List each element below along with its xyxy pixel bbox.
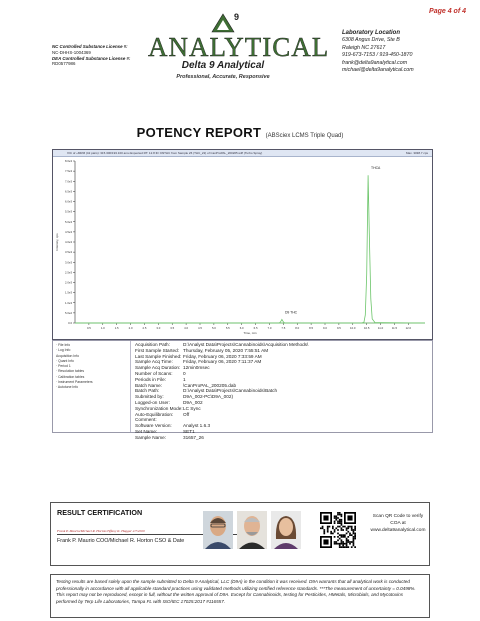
signatory-photo-2 bbox=[237, 511, 267, 549]
peak-label: THCA bbox=[371, 166, 381, 171]
property-value: D9A_002-PC\D9A_002) bbox=[183, 394, 234, 400]
qr-module bbox=[322, 527, 324, 529]
x-axis-label: Time, min bbox=[243, 331, 257, 335]
report-title-sub: (ABSciex LCMS Triple Quad) bbox=[265, 133, 344, 139]
y-tick-label: 4.0e3 bbox=[65, 240, 72, 244]
lab-email-1[interactable]: frank@delta9analytical.com bbox=[342, 59, 408, 66]
acquisition-info-panel bbox=[52, 340, 433, 440]
qr-module bbox=[323, 515, 328, 520]
qr-module bbox=[327, 531, 329, 533]
logo-wordmark: ANALYTICAL bbox=[148, 32, 330, 62]
qr-module bbox=[344, 546, 346, 548]
lab-email-2[interactable]: michael@delta9analytical.com bbox=[342, 67, 414, 74]
chromatogram-trace-1 bbox=[75, 175, 425, 323]
y-tick-label: 5.5e3 bbox=[65, 209, 72, 214]
dea-license-label: DEA Controlled Substance License #: bbox=[52, 55, 131, 61]
qr-code[interactable] bbox=[320, 512, 356, 548]
qr-module bbox=[341, 539, 343, 541]
qr-module bbox=[344, 534, 346, 536]
qr-module bbox=[341, 514, 343, 516]
x-tick-label: 3.5 bbox=[170, 326, 175, 330]
qr-module bbox=[341, 546, 343, 548]
y-tick-label: 5.0e3 bbox=[65, 219, 72, 224]
signature: Frank P. Maurio/Michael R. Horton/Tiffany K. Haggar 2/7/2020 bbox=[57, 529, 145, 533]
lab-heading: Laboratory Location bbox=[342, 30, 401, 36]
property-key: Sample Acq Time: bbox=[135, 359, 173, 365]
qr-module bbox=[341, 521, 343, 523]
qr-module bbox=[334, 522, 336, 524]
qr-module bbox=[341, 534, 343, 536]
x-tick-label: 6.5 bbox=[253, 326, 258, 330]
qr-module bbox=[353, 529, 355, 531]
qr-module bbox=[337, 522, 339, 524]
qr-module bbox=[335, 527, 337, 529]
property-value: 0 bbox=[183, 370, 186, 376]
qr-module bbox=[335, 541, 337, 543]
qr-module bbox=[327, 526, 329, 528]
chromatogram-max: Max. 3038.7 cps bbox=[405, 151, 428, 155]
y-tick-label: 6.5e3 bbox=[65, 189, 72, 194]
qr-module bbox=[351, 526, 353, 528]
x-tick-label: 10.0 bbox=[350, 326, 356, 330]
x-tick-label: 0.5 bbox=[86, 326, 91, 330]
qr-module bbox=[337, 533, 339, 535]
qr-module bbox=[349, 533, 351, 535]
qr-module bbox=[344, 543, 346, 545]
tree-item[interactable]: · Period 1 bbox=[56, 364, 71, 369]
property-value: Friday, February 06, 2020 7:33:59 AM bbox=[183, 353, 262, 359]
qr-module bbox=[320, 527, 322, 529]
x-tick-label: 1.0 bbox=[100, 326, 105, 330]
qr-module bbox=[339, 543, 341, 545]
qr-module bbox=[353, 541, 355, 543]
qr-module bbox=[334, 543, 336, 545]
x-tick-label: 2.0 bbox=[128, 326, 133, 330]
qr-module bbox=[337, 512, 339, 514]
qr-module bbox=[341, 529, 343, 531]
y-tick-label: 0.0 bbox=[68, 321, 72, 325]
property-key: Comment: bbox=[135, 417, 157, 423]
x-tick-label: 12.0 bbox=[405, 326, 412, 330]
qr-module bbox=[341, 515, 343, 517]
x-tick-label: 2.5 bbox=[142, 326, 147, 330]
qr-module bbox=[346, 543, 348, 545]
x-tick-label: 4.5 bbox=[198, 326, 202, 330]
x-tick-label: 5.5 bbox=[225, 326, 230, 330]
tree-item[interactable]: · Autotune Info bbox=[56, 385, 79, 390]
property-key: Last Sample Finished: bbox=[135, 353, 182, 359]
property-key: Submitted by: bbox=[135, 394, 164, 400]
tree-item-label: Acquisition Info bbox=[56, 353, 79, 358]
qr-module bbox=[339, 538, 341, 540]
qr-module bbox=[332, 526, 334, 528]
qr-module bbox=[341, 524, 343, 526]
qr-module bbox=[344, 526, 346, 528]
x-tick-label: 11.5 bbox=[391, 326, 398, 330]
qr-module bbox=[323, 529, 325, 531]
property-value: LC Sync bbox=[183, 405, 201, 411]
qr-verify-text: Scan QR Code to verify COA at www.delta9analytical.com bbox=[370, 514, 426, 533]
y-tick-label: 2.5e3 bbox=[65, 270, 72, 275]
property-key: Auto-Equilibration: bbox=[135, 411, 174, 417]
qr-module bbox=[354, 529, 356, 531]
qr-module bbox=[334, 521, 336, 523]
result-certification bbox=[50, 502, 430, 566]
property-key: Periods in File: bbox=[135, 376, 167, 382]
x-tick-label: 1.5 bbox=[114, 326, 119, 330]
qr-module bbox=[349, 541, 351, 543]
property-key: First Sample Started: bbox=[135, 347, 180, 353]
qr-module bbox=[323, 531, 325, 533]
qr-module bbox=[354, 533, 356, 535]
qr-module bbox=[332, 527, 334, 529]
qr-module bbox=[351, 527, 353, 529]
qr-module bbox=[351, 529, 353, 531]
x-tick-label: 7.0 bbox=[267, 326, 272, 330]
x-tick-label: 7.5 bbox=[281, 326, 286, 330]
qr-module bbox=[342, 534, 344, 536]
qr-module bbox=[347, 527, 349, 529]
y-tick-label: 3.0e3 bbox=[65, 260, 72, 265]
qr-module bbox=[347, 541, 349, 543]
lab-address-2: Raleigh NC 27617 bbox=[342, 44, 386, 51]
qr-module bbox=[339, 522, 341, 524]
qr-module bbox=[329, 526, 331, 528]
tree-item[interactable]: · Quant Info bbox=[56, 358, 74, 363]
property-value: SET1 bbox=[183, 428, 195, 434]
y-tick-label: 2.0e3 bbox=[65, 280, 72, 285]
qr-module bbox=[342, 543, 344, 545]
qr-module bbox=[353, 531, 355, 533]
qr-module bbox=[354, 527, 356, 529]
property-key: Synchronization Mode: bbox=[135, 405, 183, 411]
qr-module bbox=[349, 526, 351, 528]
qr-module bbox=[353, 539, 355, 541]
nc-license-value: NC-DHHS-1004369 bbox=[52, 49, 91, 55]
qr-module bbox=[337, 529, 339, 531]
chromatogram-plot bbox=[53, 157, 432, 339]
qr-module bbox=[339, 534, 341, 536]
qr-module bbox=[337, 521, 339, 523]
qr-module bbox=[346, 546, 348, 548]
signatory-photo-1 bbox=[203, 511, 233, 549]
qr-module bbox=[342, 529, 344, 531]
y-tick-label: 3.5e3 bbox=[65, 250, 72, 255]
property-key: Batch Name: bbox=[135, 382, 163, 388]
property-key: Number of Scans: bbox=[135, 370, 173, 376]
qr-module bbox=[347, 539, 349, 541]
property-key: Logged-on User: bbox=[135, 399, 170, 405]
qr-module bbox=[339, 526, 341, 528]
tree-item[interactable]: · Log Info bbox=[56, 348, 71, 353]
qr-module bbox=[351, 534, 353, 536]
property-value: Off bbox=[183, 411, 190, 417]
file-info-tree[interactable] bbox=[53, 341, 131, 432]
company-logo bbox=[148, 10, 330, 90]
y-axis-label: Intensity, cps bbox=[55, 233, 59, 251]
logo-mark: 9 bbox=[234, 12, 240, 22]
qr-module bbox=[344, 536, 346, 538]
qr-module bbox=[347, 515, 352, 520]
report-title bbox=[0, 124, 480, 142]
qr-module bbox=[337, 514, 339, 516]
qr-module bbox=[335, 517, 337, 519]
property-value: D:\Analyst Data\Projects\Cannabinoids\Batch bbox=[183, 388, 278, 394]
qr-module bbox=[346, 538, 348, 540]
chromatogram-header-text: XIC of +MRM (42 pairs): 315.300/193.100 amu Expected RT: 12.8 ID: D9THC from Sample 26 (THC_22) of CanProPAL_200205.wiff (Turbo Spray) bbox=[67, 151, 263, 155]
qr-module bbox=[346, 539, 348, 541]
acquisition-properties bbox=[135, 342, 308, 441]
qr-module bbox=[342, 541, 344, 543]
qr-module bbox=[349, 534, 351, 536]
property-key: Sample Acq Duration: bbox=[135, 365, 181, 371]
qr-module bbox=[339, 519, 341, 521]
qr-module bbox=[335, 515, 337, 517]
y-tick-label: 6.0e3 bbox=[65, 199, 72, 204]
y-tick-label: 1.0e3 bbox=[65, 300, 72, 305]
qr-module bbox=[346, 527, 348, 529]
qr-module bbox=[351, 541, 353, 543]
property-value: D:\Analyst Data\Projects\Cannabinoids\Acquisition Methods\ bbox=[183, 342, 309, 347]
qr-module bbox=[327, 529, 329, 531]
qr-module bbox=[342, 536, 344, 538]
qr-module bbox=[341, 527, 343, 529]
certification-heading: RESULT CERTIFICATION bbox=[57, 508, 143, 517]
y-tick-label: 4.5e3 bbox=[65, 229, 72, 234]
qr-module bbox=[353, 545, 355, 547]
tree-item[interactable]: · File Info bbox=[56, 343, 71, 347]
qr-module bbox=[342, 546, 344, 548]
qr-module bbox=[354, 546, 356, 548]
qr-module bbox=[346, 541, 348, 543]
qr-module bbox=[323, 533, 325, 535]
qr-module bbox=[330, 533, 332, 535]
qr-module bbox=[337, 539, 339, 541]
property-value: 1 bbox=[183, 376, 186, 382]
qr-module bbox=[334, 536, 336, 538]
qr-module bbox=[341, 541, 343, 543]
property-value: 31657_26 bbox=[183, 434, 204, 440]
y-tick-label: 7.5e3 bbox=[65, 169, 72, 174]
qr-module bbox=[323, 539, 328, 544]
qr-module bbox=[353, 543, 355, 545]
x-tick-label: 10.5 bbox=[363, 326, 370, 330]
property-key: Batch Path: bbox=[135, 388, 160, 394]
x-tick-label: 3.0 bbox=[156, 326, 161, 330]
signatory-names: Frank P. Maurio COO/Michael R. Horton CSO & Date bbox=[57, 538, 185, 544]
company-tagline: Professional, Accurate, Responsive bbox=[176, 74, 270, 80]
qr-module bbox=[341, 519, 343, 521]
page-number: Page 4 of 4 bbox=[429, 8, 466, 15]
qr-module bbox=[335, 519, 337, 521]
delta-triangle-icon bbox=[203, 10, 243, 34]
property-value: Thursday, February 05, 2020 7:55:51 AM bbox=[183, 347, 269, 353]
qr-module bbox=[334, 531, 336, 533]
qr-module bbox=[337, 526, 339, 528]
x-tick-label: 5.0 bbox=[211, 326, 216, 330]
qr-module bbox=[334, 517, 336, 519]
nc-license-label: NC Controlled Substance License #: bbox=[52, 44, 128, 49]
qr-module bbox=[346, 533, 348, 535]
qr-module bbox=[337, 536, 339, 538]
qr-module bbox=[347, 531, 349, 533]
peak-label: D9 THC bbox=[284, 310, 298, 315]
qr-module bbox=[347, 536, 349, 538]
x-tick-label: 8.5 bbox=[309, 326, 314, 330]
signatory-photo-3 bbox=[271, 511, 301, 549]
x-tick-label: 9.5 bbox=[336, 326, 341, 330]
property-key: Sample Name: bbox=[135, 434, 167, 440]
x-tick-label: 4.0 bbox=[184, 326, 189, 330]
qr-module bbox=[354, 538, 356, 540]
qr-module bbox=[354, 536, 356, 538]
qr-module bbox=[354, 534, 356, 536]
y-tick-label: 8.0e3 bbox=[65, 159, 72, 163]
qr-module bbox=[353, 533, 355, 535]
property-value: \CanProPAL_200205.dab bbox=[183, 382, 237, 388]
qr-module bbox=[346, 545, 348, 547]
tree-item[interactable]: · Instrument Parameters bbox=[56, 380, 93, 385]
report-title-main: POTENCY REPORT bbox=[136, 125, 262, 140]
x-tick-label: 6.0 bbox=[239, 326, 244, 330]
property-key: Set Name: bbox=[135, 428, 158, 434]
qr-module bbox=[353, 538, 355, 540]
qr-module bbox=[327, 527, 329, 529]
qr-module bbox=[332, 533, 334, 535]
qr-module bbox=[354, 526, 356, 528]
lab-address-1: 6308 Angus Drive, Ste B bbox=[342, 37, 400, 44]
y-tick-label: 1.5e3 bbox=[65, 290, 72, 295]
qr-module bbox=[339, 512, 341, 514]
license-block bbox=[52, 44, 130, 67]
qr-module bbox=[337, 517, 339, 519]
tree-item[interactable]: · Calibration tables bbox=[56, 374, 85, 379]
y-tick-label: 5.0e2 bbox=[65, 310, 72, 315]
lab-location bbox=[342, 30, 414, 74]
qr-module bbox=[334, 541, 336, 543]
qr-module bbox=[349, 543, 351, 545]
property-value: 12min0msec bbox=[183, 365, 210, 371]
qr-module bbox=[346, 529, 348, 531]
dea-license-value: RD0577986 bbox=[52, 61, 76, 67]
qr-module bbox=[339, 546, 341, 548]
x-tick-label: 8.0 bbox=[295, 326, 300, 330]
tree-item[interactable]: · Resolution tables bbox=[56, 369, 85, 374]
property-value: Analyst 1.6.3 bbox=[183, 423, 211, 429]
qr-module bbox=[342, 526, 344, 528]
qr-module bbox=[341, 536, 343, 538]
qr-module bbox=[334, 529, 336, 531]
qr-module bbox=[330, 531, 332, 533]
qr-module bbox=[351, 546, 353, 548]
lab-phone: 919-673-7153 / 919-450-1870 bbox=[342, 52, 413, 59]
property-row bbox=[135, 435, 308, 441]
chromatogram-header bbox=[53, 150, 432, 157]
property-value: D9A_002 bbox=[183, 399, 203, 405]
x-tick-label: 9.0 bbox=[323, 326, 327, 330]
qr-module bbox=[322, 526, 324, 528]
property-key: Software Version: bbox=[135, 423, 172, 429]
qr-module bbox=[339, 514, 341, 516]
qr-module bbox=[353, 536, 355, 538]
property-value: Friday, February 06, 2020 7:11:37 AM bbox=[183, 359, 262, 365]
qr-module bbox=[347, 546, 349, 548]
property-key: Acquisition Path: bbox=[135, 342, 170, 347]
qr-module bbox=[339, 545, 341, 547]
qr-module bbox=[342, 545, 344, 547]
disclaimer-footer: Testing results are based solely upon the sample submitted to Delta 9 Analytical, LLC (D9A) in the condition it was received. D9A warrants that all analytical work is conducted professionally in accordance with all applicable standard practices using validated methods utilizing certified reference standards. ***The measurement of uncertainty = 0.0498%. This report may not be reproduced, except in full, without the written approval of D9A. Except for Cannabinoids, testing for Pesticides, HMetals, Microbials, and Mycotoxins performed by Terp Life Laboratories, Tampa FL with ISO/IEC 17025:2017 #116557. bbox=[50, 574, 430, 618]
qr-module bbox=[339, 521, 341, 523]
chromatogram-panel bbox=[52, 149, 433, 340]
x-tick-label: 11.0 bbox=[377, 326, 384, 330]
qr-module bbox=[347, 526, 349, 528]
qr-module bbox=[334, 515, 336, 517]
qr-module bbox=[341, 543, 343, 545]
qr-module bbox=[337, 543, 339, 545]
qr-module bbox=[335, 543, 337, 545]
qr-module bbox=[341, 522, 343, 524]
company-name: Delta 9 Analytical bbox=[181, 60, 265, 71]
y-tick-label: 7.0e3 bbox=[65, 179, 72, 184]
